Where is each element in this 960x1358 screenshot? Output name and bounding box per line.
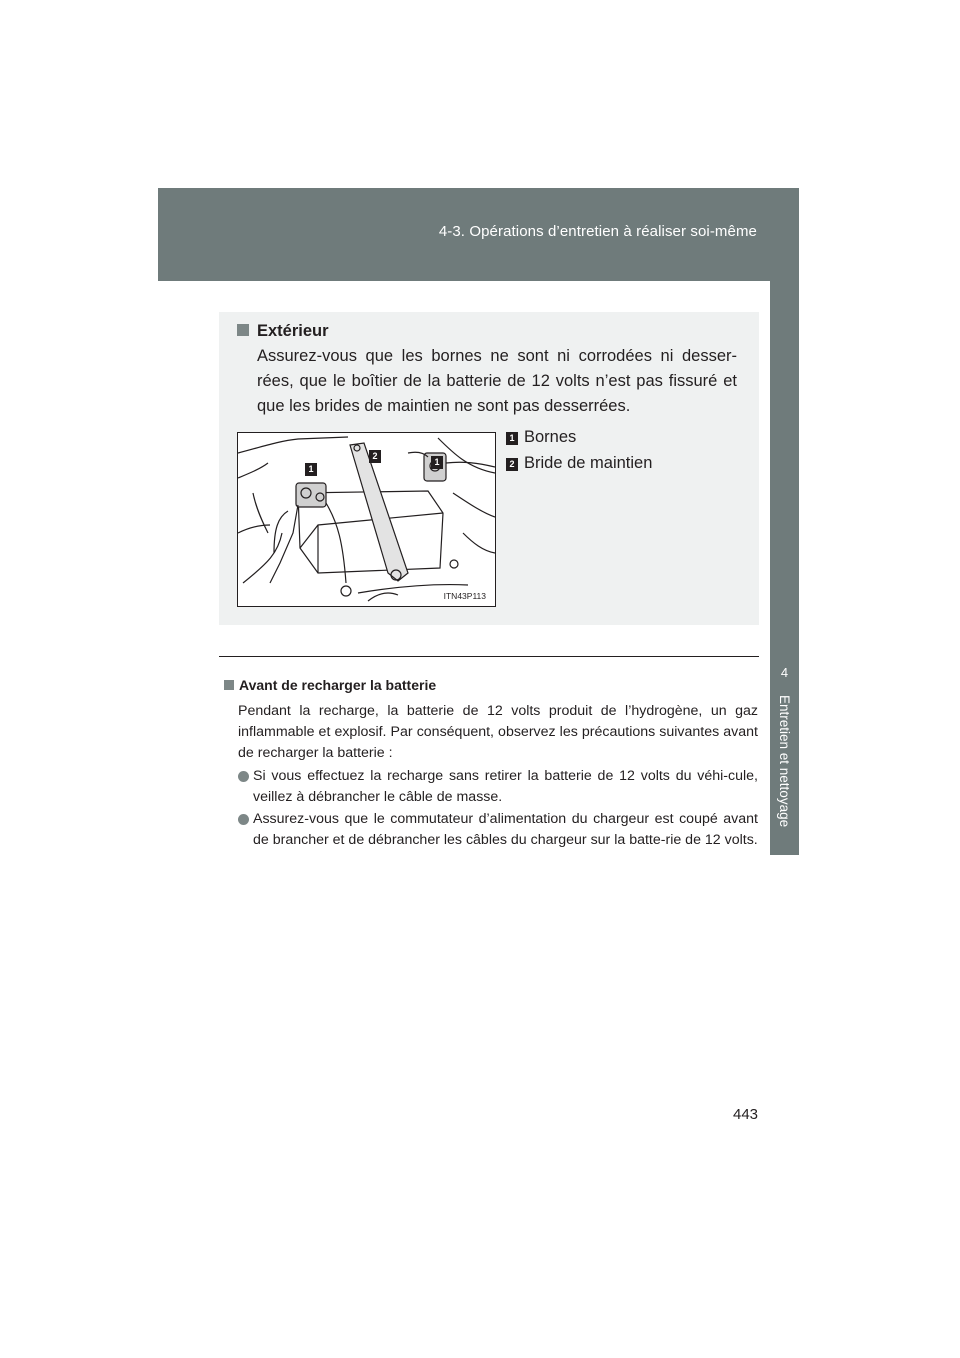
- exterior-info-box: [219, 312, 759, 625]
- callout-1-left: 1: [305, 463, 317, 476]
- legend-item: [506, 454, 652, 473]
- list-item: [238, 809, 758, 851]
- section-divider: [219, 656, 759, 657]
- legend-number: 1: [506, 432, 518, 445]
- page-number: 443: [733, 1106, 759, 1123]
- chapter-number: 4: [780, 665, 789, 680]
- square-bullet-icon: [237, 324, 249, 336]
- chapter-side-tab: [770, 643, 799, 855]
- figure-code: ITN43P113: [443, 591, 486, 601]
- side-tab-strip: [770, 281, 799, 643]
- chapter-label: Entretien et nettoyage: [777, 695, 792, 828]
- callout-1-right: 1: [431, 456, 443, 469]
- section-header-band: [158, 188, 799, 281]
- list-item: [238, 766, 758, 808]
- exterior-paragraph: Assurez-vous que les bornes ne sont ni corrodées ni desser-rées, que le boîtier de la batterie de 12 volts n’est pas fissuré et que les brides de maintien ne sont pas desserrées.: [257, 347, 737, 415]
- recharge-heading-text: Avant de recharger la batterie: [239, 677, 437, 693]
- callout-2: 2: [369, 450, 381, 463]
- legend-label: Bride de maintien: [524, 454, 653, 472]
- recharge-heading: [224, 677, 436, 693]
- circle-bullet-icon: [238, 771, 249, 782]
- square-bullet-icon: [224, 680, 234, 690]
- legend-item: [506, 428, 576, 447]
- recharge-paragraph: Pendant la recharge, la batterie de 12 volts produit de l’hydrogène, un gaz inflammable et explosif. Par conséquent, observez les précautions suivantes avant de recharger la batterie :: [238, 703, 758, 761]
- exterior-heading: [237, 322, 329, 341]
- legend-label: Bornes: [524, 428, 577, 446]
- list-item-text: Si vous effectuez la recharge sans retirer la batterie de 12 volts du véhi-cule, veillez à débrancher le câble de masse.: [253, 768, 758, 805]
- battery-drawing: [238, 433, 495, 606]
- list-item-text: Assurez-vous que le commutateur d’alimentation du chargeur est coupé avant de brancher et de débrancher les câbles du chargeur sur la batte-rie de 12 volts.: [253, 811, 758, 848]
- section-title: 4-3. Opérations d’entretien à réaliser soi-même: [438, 223, 757, 240]
- circle-bullet-icon: [238, 814, 249, 825]
- battery-illustration: [237, 432, 496, 607]
- exterior-heading-text: Extérieur: [257, 322, 329, 340]
- legend-number: 2: [506, 458, 518, 471]
